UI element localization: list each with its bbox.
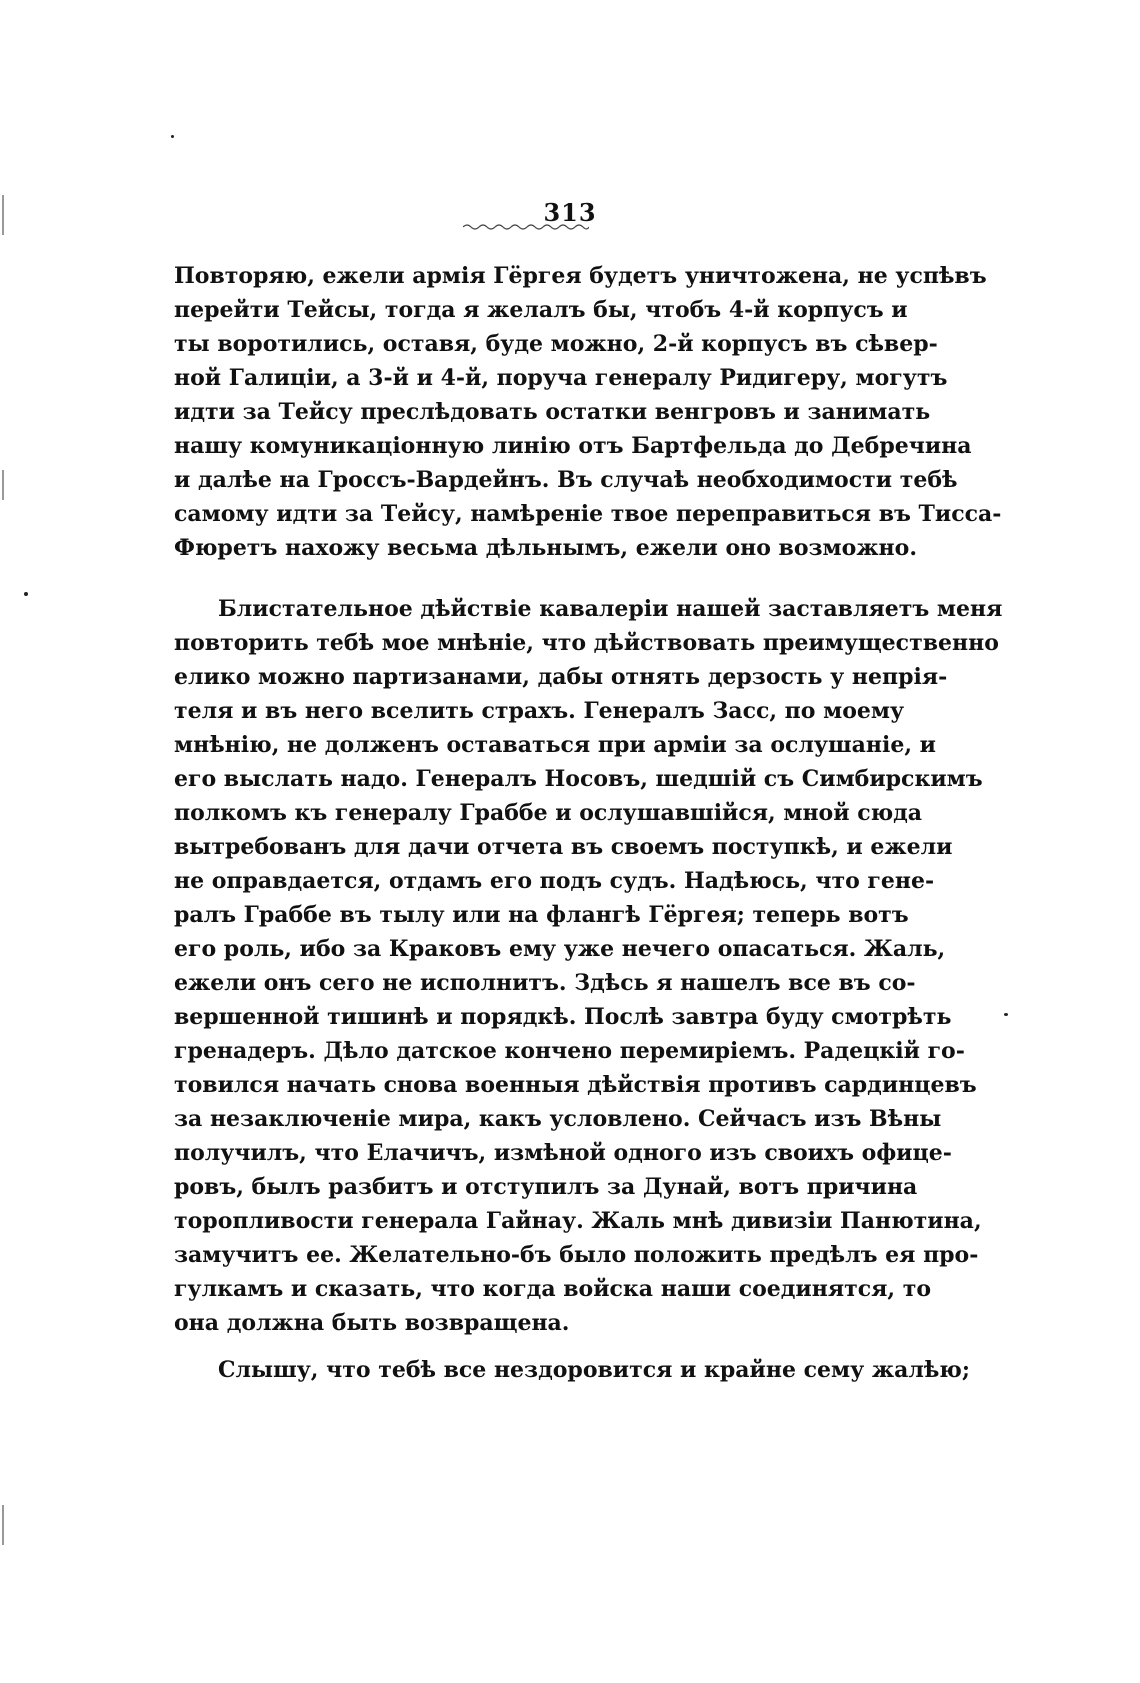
text-line: вершенной тишинѣ и порядкѣ. Послѣ завтра буду смотрѣть <box>174 1004 952 1030</box>
text-line: за незаключеніе мира, какъ условлено. Сейчасъ изъ Вѣны <box>174 1106 942 1132</box>
text-line: его выслать надо. Генералъ Носовъ, шедшій съ Симбирскимъ <box>174 766 983 792</box>
text-line: самому идти за Тейсу, намѣреніе твое переправиться въ Тисса- <box>174 501 1002 527</box>
text-line: ты воротились, оставя, буде можно, 2-й корпусъ въ сѣвер- <box>174 331 938 357</box>
text-line: Повторяю, ежели армія Гёргея будетъ уничтожена, не успѣвъ <box>174 263 987 289</box>
text-line: мнѣнію, не долженъ оставаться при арміи за ослушаніе, и <box>174 732 936 758</box>
text-line: Блистательное дѣйствіе кавалеріи нашей заставляетъ меня <box>218 596 1003 622</box>
scan-edge-mark <box>2 1505 4 1545</box>
text-line: Слышу, что тебѣ все нездоровится и крайне сему жалѣю; <box>218 1357 970 1383</box>
text-line: она должна быть возвращена. <box>174 1310 570 1336</box>
scan-speck <box>1004 1013 1008 1016</box>
text-line: нашу комуникаціонную линію отъ Бартфельда до Дебречина <box>174 433 972 459</box>
text-line: замучитъ ее. Желательно-бъ было положить предѣлъ ея про- <box>174 1242 979 1268</box>
text-line: ралъ Граббе въ тылу или на флангѣ Гёргея; теперь вотъ <box>174 902 909 928</box>
scan-speck <box>24 592 28 596</box>
page-number-rule <box>463 221 589 233</box>
paragraph-1 <box>174 259 1002 565</box>
text-line: гренадеръ. Дѣло датское кончено перемиріемъ. Радецкій го- <box>174 1038 965 1064</box>
text-line: торопливости генерала Гайнау. Жаль мнѣ дивизіи Панютина, <box>174 1208 982 1234</box>
page-number: 313 <box>543 198 597 227</box>
text-line: ежели онъ сего не исполнитъ. Здѣсь я нашелъ все въ со- <box>174 970 916 996</box>
text-line: вытребованъ для дачи отчета въ своемъ поступкѣ, и ежели <box>174 834 953 860</box>
text-line: получилъ, что Елачичъ, измѣной одного изъ своихъ офице- <box>174 1140 952 1166</box>
text-line: его роль, ибо за Краковъ ему уже нечего опасаться. Жаль, <box>174 936 946 962</box>
text-line: идти за Тейсу преслѣдовать остатки венгровъ и занимать <box>174 399 931 425</box>
text-line: гулкамъ и сказать, что когда войска наши соединятся, то <box>174 1276 932 1302</box>
text-line: Фюретъ нахожу весьма дѣльнымъ, ежели оно возможно. <box>174 535 917 561</box>
text-line: не оправдается, отдамъ его подъ судъ. Надѣюсь, что гене- <box>174 868 935 894</box>
text-line: ровъ, былъ разбитъ и отступилъ за Дунай, вотъ причина <box>174 1174 918 1200</box>
text-line: елико можно партизанами, дабы отнять дерзость у непрія- <box>174 664 948 690</box>
text-line: повторить тебѣ мое мнѣніе, что дѣйствовать преимущественно <box>174 630 999 656</box>
text-line: полкомъ къ генералу Граббе и ослушавшійся, мной сюда <box>174 800 923 826</box>
scan-edge-mark <box>2 195 4 235</box>
paragraph-3 <box>174 1353 970 1387</box>
text-line: теля и въ него вселить страхъ. Генералъ Засс, по моему <box>174 698 905 724</box>
text-line: товился начать снова военныя дѣйствія противъ сардинцевъ <box>174 1072 977 1098</box>
text-line: ной Галиціи, а 3-й и 4-й, поруча генералу Ридигеру, могутъ <box>174 365 948 391</box>
paragraph-2 <box>174 592 1003 1340</box>
text-line: и далѣе на Гроссъ-Вардейнъ. Въ случаѣ необходимости тебѣ <box>174 467 958 493</box>
scan-edge-mark <box>2 470 4 500</box>
scan-speck <box>171 135 174 138</box>
text-line: перейти Тейсы, тогда я желалъ бы, чтобъ 4-й корпусъ и <box>174 297 908 323</box>
